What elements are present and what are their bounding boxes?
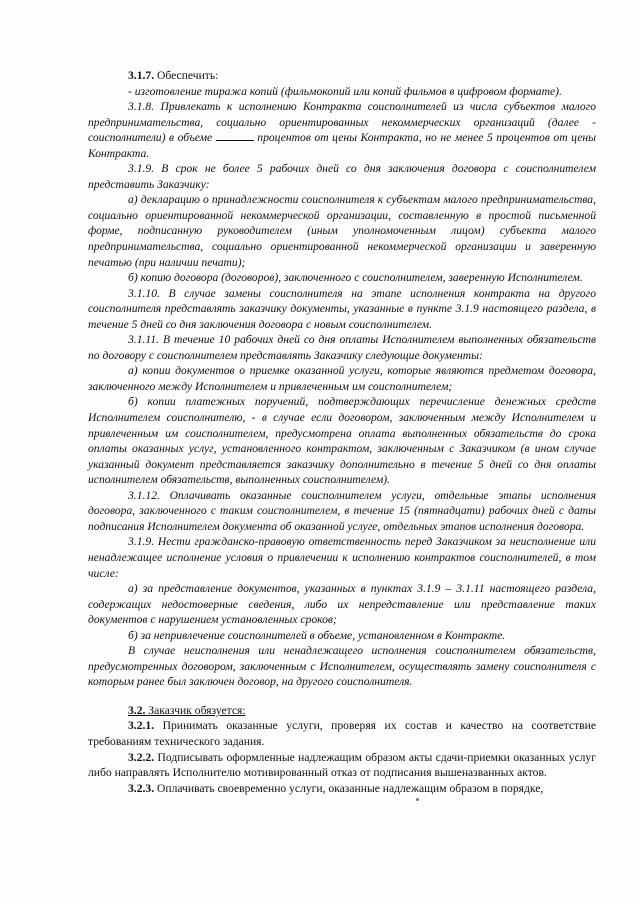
- clause-3-1-9-liability-b: б) за непривлечение соисполнителей в объеме, установленном в Контракте.: [128, 628, 506, 642]
- clause-text: Принимать оказанные услуги, проверяя их состав и качество на соответствие требованиям технического задания.: [88, 719, 596, 748]
- clause-3-2-2: [88, 750, 596, 781]
- clause-3-1-9-a: а) декларацию о принадлежности соисполнителя к субъектам малого предпринимательства, социально ориентированной некоммерческой организации, составленную в простой письменной форме, подписанную руководителем (иным уполномоченным лицом) субъекта малого предпринимательства, социально ориентированной некоммерческой организации и заверенную печатью (при наличии печати);: [88, 193, 596, 269]
- clause-3-1-9-liability-a: а) за представление документов, указанных в пунктах 3.1.9 – 3.1.11 настоящего раздела, содержащих недостоверные сведения, либо их непредставление или представление таких документов с нарушением установленных сроков;: [88, 582, 596, 627]
- clause-3-1-11-b: б) копии платежных поручений, подтверждающих перечисление денежных средств Исполнителем соисполнителю, - в случае если договором, заключенным между Исполнителем и привлеченным им соисполнителем, предусмотрена оплата выполненных обязательств до срока оплаты оказанных услуг, установленного контрактом, заключенным с Заказчиком (в ином случае указанный документ представляется заказчику дополнительно в течение 5 дней со дня оплаты исполнителем обязательств, выполненных соисполнителем).: [88, 395, 596, 487]
- clause-3-1-8-start: 3.1.8. Привлекать к исполнению Контракта соисполнителей из числа субъектов малого предпринимательства, социально ориентированных некоммерческих организаций (далее - соисполнители) в объеме: [88, 100, 596, 145]
- section-number: 3.2.: [128, 703, 146, 717]
- clause-3-1-9-b: б) копию договора (договоров), заключенного с соисполнителем, заверенную Исполнителем.: [128, 271, 583, 285]
- clause-3-1-11-a: а) копии документов о приемке оказанной услуги, которые являются предметом договора, заключенного между Исполнителем и привлеченным им соисполнителем;: [88, 364, 596, 393]
- clause-3-1-8: [88, 99, 596, 161]
- clause-3-1-11: 3.1.11. В течение 10 рабочих дней со дня оплаты Исполнителем выполненных обязательств по договору с соисполнителем представлять Заказчику следующие документы:: [88, 333, 596, 362]
- clause-number: 3.2.1.: [128, 719, 155, 733]
- clause-number: 3.2.3.: [128, 781, 155, 795]
- clause-3-1-7: [88, 68, 596, 84]
- clause-number: 3.2.2.: [128, 750, 155, 764]
- section-3-2-heading: [88, 703, 596, 719]
- clause-3-1-7-item: - изготовление тиража копий (фильмокопий или копий фильмов в цифровом формате).: [128, 84, 562, 98]
- clause-3-1-8-end: процентов от цены Контракта, но не менее 5 процентов от цены Контракта.: [88, 131, 596, 160]
- section-gap: [88, 690, 596, 703]
- section-heading-text: Заказчик обязуется:: [148, 703, 246, 717]
- clause-number: 3.1.7.: [128, 69, 155, 82]
- clause-3-1-9: 3.1.9. В срок не более 5 рабочих дней со дня заключения договора с соисполнителем представить Заказчику:: [88, 162, 596, 191]
- clause-text: Подписывать оформленные надлежащим образом акты сдачи-приемки оказанных услуг либо направлять Исполнителю мотивированный отказ от подписания вышеназванных актов.: [88, 750, 596, 780]
- clause-3-2-1: [88, 718, 596, 749]
- blank-field: [216, 130, 254, 141]
- clause-heading-text: Обеспечить:: [157, 69, 219, 82]
- clause-3-1-9-liability: 3.1.9. Нести гражданско-правовую ответственность перед Заказчиком за неисполнение или ненадлежащее исполнение условия о привлечении к исполнению контрактов соисполнителей, в том числе:: [88, 535, 596, 580]
- clause-3-1-9-liability-c: В случае неисполнения или ненадлежащего исполнения соисполнителем обязательств, предусмотренных договором, заключенным с Исполнителем, осуществлять замену соисполнителя с которым ранее был заключен договор, на другого соисполнителя.: [88, 644, 596, 689]
- clause-3-1-10: 3.1.10. В случае замены соисполнителя на этапе исполнения контракта на другого соисполнителя представлять заказчику документы, указанные в пункте 3.1.9 настоящего раздела, в течение 5 дней со дня заключения договора с новым соисполнителем.: [88, 286, 596, 331]
- clause-3-2-3: [88, 781, 596, 797]
- clause-3-1-12: 3.1.12. Оплачивать оказанные соисполнителем услуги, отдельные этапы исполнения договора, заключенного с таким соисполнителем, в течение 15 (пятнадцати) рабочих дней с даты подписания Исполнителем документа об оказанной услуге, отдельных этапов исполнения договора.: [88, 488, 596, 533]
- scan-speck: [416, 798, 419, 801]
- clause-text: Оплачивать своевременно услуги, оказанные надлежащим образом в порядке,: [157, 781, 544, 795]
